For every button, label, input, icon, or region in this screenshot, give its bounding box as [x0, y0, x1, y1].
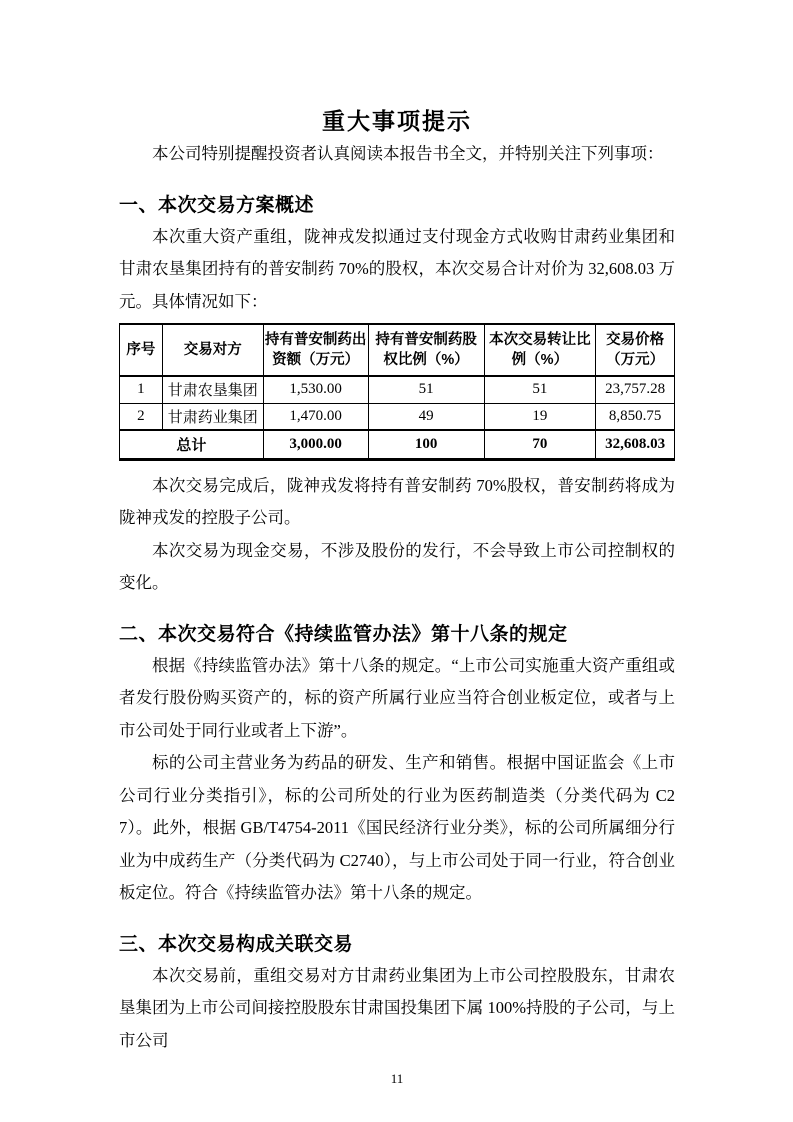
transaction-summary-table [119, 323, 675, 461]
table-header-index: 序号 [120, 324, 163, 376]
table-cell: 51 [368, 376, 484, 403]
table-header-price: 交易价格（万元） [596, 324, 675, 376]
intro-paragraph: 本公司特别提醒投资者认真阅读本报告书全文，并特别关注下列事项： [152, 144, 664, 163]
section-1-paragraph-3: 本次交易为现金交易，不涉及股份的发行，不会导致上市公司控制权的变化。 [119, 540, 675, 592]
table-cell: 甘肃药业集团 [162, 403, 263, 430]
table-header-equity-ratio: 持有普安制药股权比例（%） [368, 324, 484, 376]
section-1-paragraph-1: 本次重大资产重组，陇神戎发拟通过支付现金方式收购甘肃药业集团和甘肃农垦集团持有的普安制药 70%的股权，本次交易合计对价为 32,608.03 万元。具体情况如下： [119, 226, 675, 311]
table-cell: 23,757.28 [596, 376, 675, 403]
section-2-heading: 二、本次交易符合《持续监管办法》第十八条的规定 [119, 623, 568, 645]
page-number: 11 [390, 1071, 404, 1086]
table-cell: 51 [484, 376, 596, 403]
table-cell: 1,530.00 [263, 376, 368, 403]
page-content [119, 0, 675, 1088]
table-total-cell: 100 [368, 430, 484, 459]
table-total-label: 总计 [120, 430, 264, 459]
section-3-paragraph-1: 本次交易前，重组交易对方甘肃药业集团为上市公司控股股东，甘肃农垦集团为上市公司间接控股股东甘肃国投集团下属 100%持股的子公司，与上市公司 [119, 965, 675, 1050]
table-cell: 1 [120, 376, 163, 403]
table-total-cell: 32,608.03 [596, 430, 675, 459]
page-title: 重大事项提示 [322, 108, 472, 134]
table-header-row [120, 324, 675, 376]
section-2-paragraph-1: 根据《持续监管办法》第十八条的规定。“上市公司实施重大资产重组或者发行股份购买资产的，标的资产所属行业应当符合创业板定位，或者与上市公司处于同行业或者上下游”。 [119, 655, 675, 740]
section-2-paragraph-2: 标的公司主营业务为药品的研发、生产和销售。根据中国证监会《上市公司行业分类指引》，标的公司所处的行业为医药制造类（分类代码为 C27）。此外，根据 GB/T4754-2011《国民经济行业分类》，标的公司所属细分行业为中成药生产（分类代码为 C2740），与上市公司处于同一行业，符合创业板定位。符合《持续监管办法》第十八条的规定。 [119, 753, 675, 902]
table-total-cell: 70 [484, 430, 596, 459]
section-1-heading: 一、本次交易方案概述 [119, 194, 315, 216]
table-cell: 19 [484, 403, 596, 430]
table-cell: 甘肃农垦集团 [162, 376, 263, 403]
table-header-contribution: 持有普安制药出资额（万元） [263, 324, 368, 376]
table-cell: 1,470.00 [263, 403, 368, 430]
section-3-heading: 三、本次交易构成关联交易 [119, 933, 354, 955]
table-row [120, 376, 675, 403]
table-total-row [120, 430, 675, 459]
table-total-cell: 3,000.00 [263, 430, 368, 459]
table-cell: 2 [120, 403, 163, 430]
table-header-transfer-ratio: 本次交易转让比例（%） [484, 324, 596, 376]
table-cell: 49 [368, 403, 484, 430]
table-header-counterparty: 交易对方 [162, 324, 263, 376]
section-1-paragraph-2: 本次交易完成后，陇神戎发将持有普安制药 70%股权，普安制药将成为陇神戎发的控股子公司。 [119, 475, 675, 527]
table-cell: 8,850.75 [596, 403, 675, 430]
table-row [120, 403, 675, 430]
